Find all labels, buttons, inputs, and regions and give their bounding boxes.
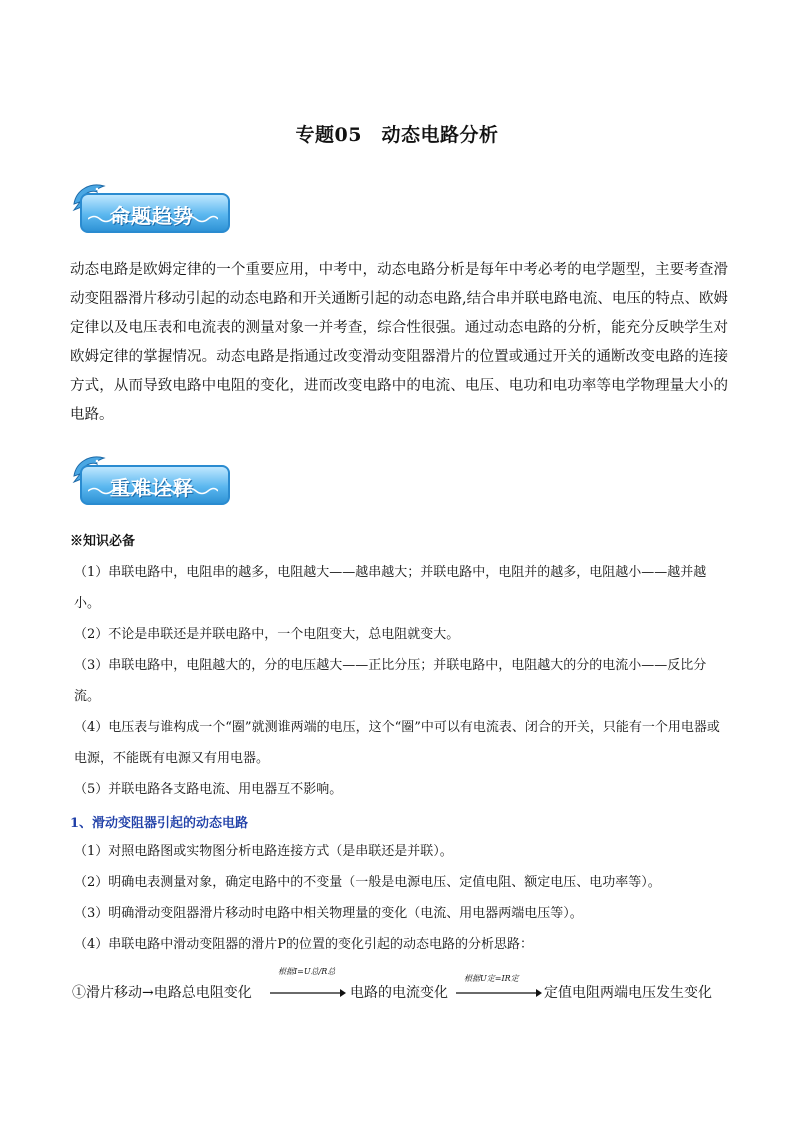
knowledge-item: （2）不论是串联还是并联电路中，一个电阻变大，总电阻就变大。 (74, 627, 460, 642)
section-badge-label: 命题趋势 (110, 204, 194, 228)
step-item: （3）明确滑动变阻器滑片移动时电路中相关物理量的变化（电流、用电器两端电压等）。 (74, 906, 583, 921)
flow-end: 定值电阻两端电压发生变化 (544, 985, 712, 1001)
wave-decoration-icon (88, 214, 218, 224)
section-badge-trend (70, 180, 240, 240)
subsection-heading: 1、滑动变阻器引起的动态电路 (70, 816, 249, 831)
flow-start: ①滑片移动→电路总电阻变化 (72, 985, 252, 1001)
section-badge-explain (70, 452, 240, 512)
flow-arrow2-label: 根据U定=IR定 (464, 974, 519, 983)
flow-arrow1-label: 根据I=U总/R总 (278, 967, 336, 976)
page-title: 专题05 动态电路分析 (295, 124, 499, 146)
step-item: （2）明确电表测量对象，确定电路中的不变量（一般是电源电压、定值电阻、额定电压、电功率等）。 (74, 875, 661, 890)
wave-decoration-icon (88, 486, 218, 496)
step-item: （1）对照电路图或实物图分析电路连接方式（是串联还是并联）。 (74, 844, 453, 859)
intro-paragraph: 动态电路是欧姆定律的一个重要应用，中考中，动态电路分析是每年中考必考的电学题型，主要考查滑动变阻器滑片移动引起的动态电路和开关通断引起的动态电路,结合串并联电路电流、电压的特点、欧姆定律以及电压表和电流表的测量对象一并考查，综合性很强。通过动态电路的分析，能充分反映学生对欧姆定律的掌握情况。动态电路是指通过改变滑动变阻器滑片的位置或通过开关的通断改变电路的连接方式，从而导致电路中电阻的变化，进而改变电路中的电流、电压、电功和电功率等电学物理量大小的电路。 (70, 262, 728, 423)
arrow-right-icon (456, 988, 542, 998)
section-badge-label: 重难诠释 (110, 476, 194, 500)
analysis-flow (72, 964, 732, 1004)
flow-mid: 电路的电流变化 (350, 985, 448, 1001)
knowledge-item: （5）并联电路各支路电流、用电器互不影响。 (74, 782, 343, 797)
step-item: （4）串联电路中滑动变阻器的滑片P的位置的变化引起的动态电路的分析思路： (74, 937, 534, 952)
knowledge-heading: ※知识必备 (70, 534, 136, 549)
knowledge-item: （3）串联电路中，电阻越大的，分的电压越大——正比分压；并联电路中，电阻越大的分的电流小——反比分流。 (74, 658, 707, 704)
arrow-right-icon (270, 988, 346, 998)
knowledge-item: （4）电压表与谁构成一个“圈”就测谁两端的电压，这个“圈”中可以有电流表、闭合的开关，只能有一个用电器或电源，不能既有电源又有用电器。 (74, 720, 720, 766)
knowledge-item: （1）串联电路中，电阻串的越多，电阻越大——越串越大；并联电路中，电阻并的越多，电阻越小——越并越小。 (74, 565, 707, 611)
